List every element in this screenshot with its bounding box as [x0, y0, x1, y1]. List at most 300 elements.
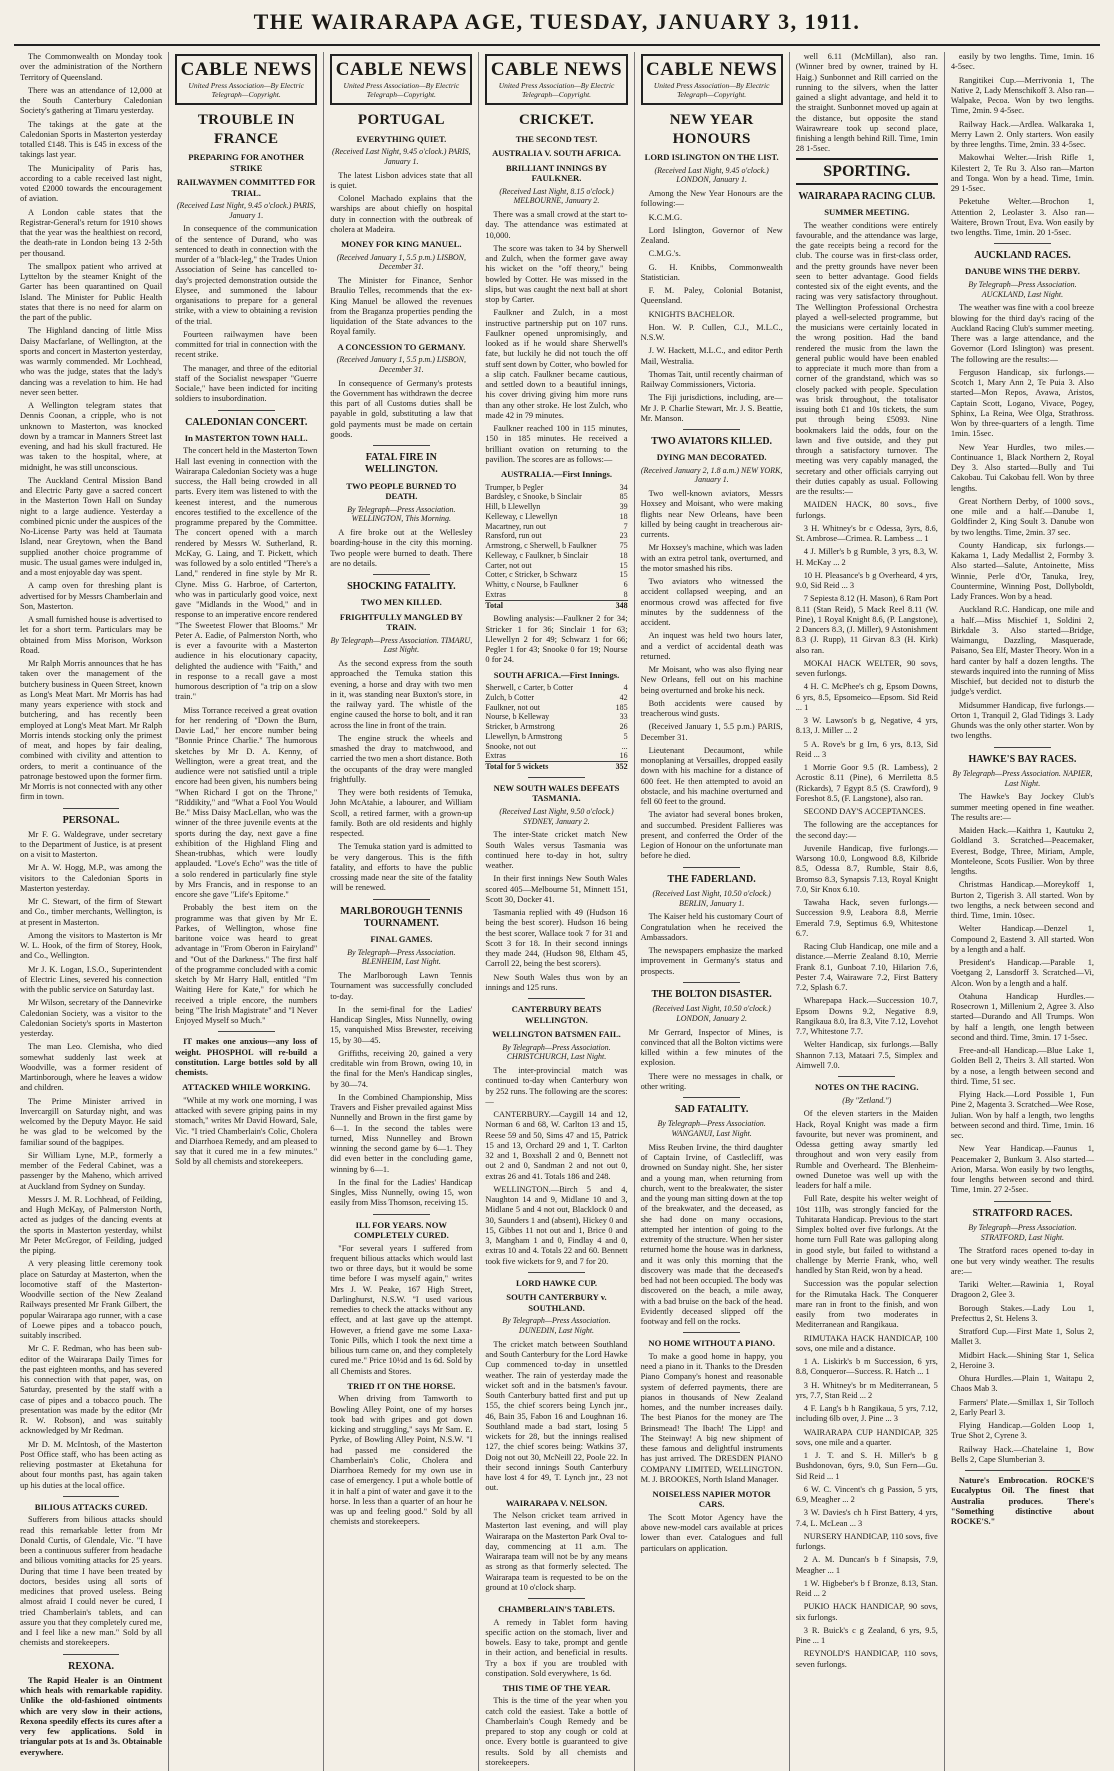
dateline: (Received Last Night, 9.45 o'clock.) PARIS, January 1.: [176, 200, 316, 220]
score-row: Sherwell, c Carter, b Cotter 4: [485, 683, 628, 693]
ad-heading: NOISELESS NAPIER MOTOR CARS.: [652, 1489, 771, 1510]
paragraph: In the Combined Championship, Miss Travers and Fisher prevailed against Miss Nunnelly and Brown in the first game by 6—1. In the second the tables were turned, Miss Nunnelley and Brown winning the second game by 6—1. They did even better in the concluding game, winning by 6—1.: [330, 1092, 473, 1174]
dateline: (Received Last Night, 9.50 o'clock.) SYDNEY, January 2.: [499, 806, 614, 826]
paragraph: A small furnished house is advertised to let for a short term. Particulars may be obtained from Miss Morison, Workson Road.: [20, 615, 163, 655]
cable-news-title: CABLE NEWS: [180, 59, 312, 80]
divider: [528, 777, 585, 778]
intro-paragraphs: [796, 52, 938, 155]
money-subheading: MONEY FOR KING MANUEL.: [341, 239, 462, 250]
stratford-paragraphs: [951, 1246, 1094, 1465]
honours-heading: NEW YEAR HONOURS: [669, 112, 754, 147]
france-paragraphs: [175, 224, 317, 404]
paragraph: Both accidents were caused by treacherous wind gusts.: [640, 698, 783, 719]
portugal-heading: PORTUGAL: [357, 112, 445, 129]
ad-text: "While at my work one morning, I was attacked with severe griping pains in my stomach," writes Mr David Howard, Sale, Vic. "I tried Chamberlain's Colic, Cholera and Diarrhoea Remedy, and am pleased to say that it cured me in a few minutes." Sold by all chemists and storekeepers.: [175, 1095, 318, 1167]
paragraph: 1 Morrie Goor 9.5 (R. Lambess), 2 Acrostic 8.11 (Pine), 6 Merriletta 8.5 (Rickards), 7 Egypt 8.5 (S. Crawford), 9 Foreshot 8.5, (F. Langstone), also ran.: [795, 763, 938, 803]
paragraph: Railway Hack.—Ardlea. Walkaraka 1, Merry Lawn 2. Only starters. Won easily by three lengths. Time, 2min. 33 4-5sec.: [950, 119, 1094, 149]
score-row: Trumper, b Pegler 34: [485, 482, 628, 492]
paragraph: The concert held in the Masterton Town Hall last evening in connection with the Wairarapa Caledonian Society was a huge success, the Hall being crowded in all parts. Every item was listened to with the keenest interest, and the numerous encores testified to the excellence of the programme prepared by the Committee. The concert opened with a march rendered by Messrs W. Sutherland, R. McKay, G. Laing, and T. Pickett, which was followed by a solo entitled "There's a Land," rendered in fine style by Mr R. Clyne. Miss G. Harbroe, of Carterton, who was in particularly good voice, next gave "Midlands in the Wood," and in response to an imperative encore rendered "The Sweetest Flower that Blooms." Mr Peter A. Eadie, of Palmerston North, who is ever a favourite with a Masterton audience in his elocutionary capacity, delighted the audience with "Faith," and in response to a recall gave a most humorous description of "a trip on a slow train.": [175, 446, 318, 702]
club-paragraphs: [796, 221, 938, 498]
paragraph: 5 A. Rove's br g Irn, 6 yrs, 8.13, Sid Reid ... 3: [795, 739, 938, 759]
divider: [994, 747, 1051, 748]
sad-paragraphs: [641, 1143, 783, 1328]
dateline: (Received January 1, 5.5 p.m.) LISBON, December 31.: [336, 355, 466, 374]
paragraph: President's Handicap.—Parable 1, Voetgang 2, Lansdorff 3. Scratched—Vi, Alcon. Won by a length and a half.: [950, 958, 1094, 988]
paragraph: Ferguson Handicap, six furlongs.—Scotch 1, Mary Ann 2, Te Puia 3. Also started—Mon Repos, Avawa, Aristos, Captain Scott, Logano, Vivace, Pogey, Sphinx, La Reina, Wee Olga, Strathross. Won by three-quarters of a length. Time 1min. 15sec.: [950, 367, 1094, 439]
paragraph: The Hawke's Bay Jockey Club's summer meeting opened in fine weather. The results are:—: [950, 792, 1094, 822]
portugal-paragraphs: [330, 171, 472, 236]
dateline: By Telegraph—Press Association. NAPIER, Last Night.: [952, 768, 1093, 788]
quiet-subheading: EVERYTHING QUIET.: [356, 133, 447, 144]
dateline: (Received Last Night, 10.50 o'clock.) LONDON, January 2.: [652, 1004, 771, 1023]
divider: [63, 1496, 120, 1497]
cable-news-credit: United Press Association—By Electric Telegraph—Copyright.: [498, 81, 615, 100]
paragraph: 3 H. Whitney's br m Mediterranean, 5 yrs, 7.7, Stan Reid ... 2: [795, 1380, 938, 1400]
cable-news-box: [330, 54, 472, 105]
paragraph: In their first innings New South Wales scored 405—Melbourne 51, Minnett 151, Scott 30, Docker 41.: [485, 874, 628, 904]
innings-subheading: BRILLIANT INNINGS BY FAULKNER.: [505, 162, 608, 184]
paragraph: Mr C. Stewart, of the firm of Stewart and Co., timber merchants, Wellington, is at present in Masterton.: [20, 897, 163, 927]
notes-heading: NOTES ON THE RACING.: [815, 1082, 919, 1093]
paragraph: The Fiji jurisdictions, including, are—Mr J. P. Charlie Stewart, Mr. J. S. Beattie, Mr. Manson.: [640, 393, 783, 423]
paragraph: Tawaha Hack, seven furlongs.—Succession 9.9, Leabora 8.8, Merrie Emerald 7.9, Septimus 6.9, Whitestone 6.7.: [795, 898, 938, 938]
bolton-paragraphs: [641, 1028, 783, 1093]
ad-text: A remedy in Tablet form having specific action on the stomach, liver and bowels. Easy to take, prompt and gentle in their action, and beneficial in results. Try a box if you are troubled with constipation. Sold everywhere, 1s 6d.: [485, 1617, 628, 1678]
club-heading: WAIRARAPA RACING CLUB.: [798, 191, 936, 203]
column-7: [945, 52, 1100, 1771]
paragraph: As the second express from the south approached the Temuka station this evening, a horse and dray with two men in it, was standing near Buxton's store, in the railway yard. The whistle of the engine caused the horse to bolt, and it ran across the line in front of the train.: [330, 659, 473, 730]
paragraph: Great Northern Derby, of 1000 sovs., one mile and a half.—Danube 1, Goldfinder 2, King Soult 3. Danube won by two lengths. Time, 2min. 37 sec.: [950, 496, 1094, 537]
honours-paragraphs: [641, 189, 783, 424]
paragraph: Midsummer Handicap, five furlongs.—Orton 1, Tranquil 2, Glad Tidings 3. Lady Ghunds was the only other starter. Won by two lengths.: [950, 700, 1094, 741]
paragraph: The Marlborough Lawn Tennis Tournament was successfully concluded to-day.: [330, 971, 473, 1001]
paragraph: Miss Torrance received a great ovation for her rendering of "Down the Burn, Davie Lad," her encore number being "Bonnie Prince Charlie." The humorous sketches by Mr D. A. Kenny, of Wellington, were a great treat, and the audience were not satisfied until a triple encore had been given, his numbers being "When Richard I got on the Throne," "Riddikity," and "What a Fool You Would Be." Miss Daisy MacLellan, who was the winner of the three juvenile events at the sports during the day, next gave a fine exhibition of the Highland Fling and Shean-trubhas, which were loudly applauded. "Love's Echo" was the title of a solo rendered in particularly fine style by Mrs Francis, and in response to an encore she gave "Life's Epitome.": [175, 705, 318, 900]
bowling-paragraphs: [485, 614, 627, 665]
paragraph: (Received January 1, 5.5 p.m.) PARIS, December 31.: [640, 722, 783, 742]
hawkes-paragraphs: [951, 792, 1094, 1195]
money-paragraphs: [330, 276, 472, 338]
intro-paragraphs: [951, 52, 1094, 238]
paragraph: Hon. W. P. Cullen, C.J., M.L.C., N.S.W.: [640, 322, 783, 343]
fire-heading: FATAL FIRE IN WELLINGTON.: [364, 452, 438, 476]
score-row: Bardsley, c Snooke, b Sinclair 85: [485, 492, 628, 502]
paragraph: Mr A. W. Hogg, M.P., was among the visitors to the Caledonian Sports in Masterton yesterday.: [20, 863, 163, 893]
paragraph: The Municipality of Paris has, according to a cable received last night, voted £2000 towards the encouragement of aviation.: [20, 163, 163, 204]
fire-subheading: TWO PEOPLE BURNED TO DEATH.: [346, 480, 457, 502]
paragraph: In consequence of the communication of the sentence of Durand, who was sentenced to death in connection with the murder of a "black-leg," the Trades Union Association of Seine has cancelled to-day's projected demonstration outside the Elysee, and summoned the labour organisations to prepare for a general strike, with a view to obtaining a revision of the trial.: [175, 224, 318, 326]
paragraph: Stratford Cup.—First Mate 1, Solus 2, Mallet 3.: [950, 1327, 1094, 1347]
divider: [63, 1654, 120, 1655]
paragraph: The latest Lisbon advices state that all is quiet.: [330, 170, 473, 190]
paragraph: CANTERBURY.—Caygill 14 and 12, Norman 6 and 68, W. Carlton 13 and 15, Reese 59 and 50, Sims 47 and 15, Patrick 15 and 13, Orchard 29 and 1, T. Carlton 32 and 1, Boxshall 2 and 0, Bennett not out 2 and 0, Sandman 2 and not out 0, extras 26 and 41. Totals 186 and 248.: [485, 1110, 628, 1181]
paragraph: There were no messages in chalk, or other writing.: [640, 1071, 783, 1091]
dateline: By Telegraph—Press Association. BLENHEIM, Last Night.: [347, 947, 456, 967]
paragraph: Farmers' Plate.—Smillax 1, Sir Tolloch 2, Early Pearl 3.: [950, 1397, 1094, 1417]
nsw-subheading: NEW SOUTH WALES DEFEATS TASMANIA.: [493, 782, 620, 804]
meeting-subheading: SUMMER MEETING.: [824, 207, 910, 218]
paragraph: Lieutenant Decaumont, while monoplaning at Versailles, dropped easily down with his machine for a distance of 600 feet. He then attempted to avoid an obstacle, and his machine overturned and fell 60 feet to the ground.: [640, 745, 783, 807]
ad-heading: TRIED IT ON THE HORSE.: [347, 1380, 456, 1391]
rockes-ad: Nature's Embrocation. ROCKE'S Eucalyptus Oil. The finest that Australia produces. There's "Something distinctive about ROCKE'S.": [950, 1476, 1094, 1527]
cable-news-credit: United Press Association—By Electric Telegraph—Copyright.: [343, 81, 460, 100]
score-row: Nourse, b Kelleway 33: [485, 712, 628, 722]
paragraph: The Commonwealth on Monday took over the administration of the Northern Territory of Queensland.: [20, 52, 163, 82]
paragraph: 7 Sepiesta 8.12 (H. Mason), 6 Ram Port 8.11 (Stan Reid), 5 Mack Reel 8.11 (W. Pine), 1 Royal Knight 8.6, (P. Langstone), 2 Dancers 8.3, (J. Miller), 9 Astonishment 8.3 (J. Rupp), 11 Girvan 8.3 (H. Kirk) also ran.: [795, 594, 938, 655]
paragraph: The Auckland Central Mission Band and Electric Party gave a sacred concert in the Masterton Town Hall on Sunday night to a large audience. Yesterday a combined picnic under the auspices of the No-License Party was held at Taumata Island, near Greytown, when the Band supplied another choice programme of music. The usual games were indulged in, and a most enjoyable day was spent.: [20, 475, 163, 577]
paragraph: Faulkner and Zulch, in a most instructive partnership put on 107 runs. Faulkner opened unpromisingly, and looked as if he would share Sherwell's fate, but luckily he did not touch the off stuff sent down by Cotter, who bowled for a slip catch. Faulkner became cautious, and settled down to a beautiful innings, his cover driving giving him more runs than any other stroke. He lost Zulch, who made 42 in 79 minutes.: [485, 308, 628, 420]
aviators-heading: TWO AVIATORS KILLED.: [651, 436, 773, 448]
divider: [683, 429, 740, 430]
paragraph: Thomas Tait, until recently chairman of Railway Commissioners, Victoria.: [640, 369, 783, 390]
ad-text: The Scott Motor Agency have the above new-model cars available at prices lower than ever. Catalogues and full particulars on application.: [640, 1512, 783, 1553]
divider: [63, 808, 120, 809]
cable-news-title: CABLE NEWS: [646, 59, 778, 80]
cable-news-title: CABLE NEWS: [335, 59, 467, 80]
concession-subheading: A CONCESSION TO GERMANY.: [337, 341, 466, 352]
stratford-heading: STRATFORD RACES.: [972, 1207, 1073, 1219]
paragraph: Mr J. K. Logan, I.S.O., Superintendent of Electric Lines, severed his connection with the public service on Saturday last.: [20, 964, 163, 995]
test-subheading: THE SECOND TEST.: [515, 133, 598, 144]
paragraph: The inter-provincial match was continued to-day when Canterbury won by 252 runs. The following are the scores:—: [485, 1066, 628, 1106]
paragraph: 4 H. C. McPhee's ch g, Epsom Downs, 6 yrs, 8.5, Epsomeico—Epsom. Sid Reid ... 1: [795, 682, 938, 712]
scorecard-australia: [485, 483, 627, 611]
fatality-paragraphs: [330, 659, 472, 894]
paragraph: Bowling analysis:—Faulkner 2 for 34; Stricker 1 for 36; Sinclair 1 for 63; Llewellyn 2 for 49; Schwarz 1 for 66; Pegler 1 for 43; Snooke 0 for 19; Nourse 0 for 24.: [485, 614, 628, 665]
dateline: (Received Last Night, 9.45 o'clock.) PARIS, January 1.: [332, 147, 471, 166]
paragraph: 1 W. Higbeber's b f Bronze, 8.13, Stan. Reid ... 2: [795, 1578, 938, 1599]
tennis-heading: MARLBOROUGH TENNIS TOURNAMENT.: [340, 905, 463, 929]
fatality-subheading: TWO MEN KILLED.: [360, 597, 442, 608]
tennis-paragraphs: [330, 971, 472, 1209]
nelson-paragraphs: [485, 1511, 627, 1593]
divider: [528, 1272, 585, 1273]
concession-paragraphs: [330, 379, 472, 441]
paragraph: 4 J. Miller's b g Rumble, 3 yrs, 8.3, W. H. McKay ... 2: [795, 547, 938, 567]
paragraph: WELLINGTON.—Birch 5 and 4, Naughton 14 and 9, Midlane 10 and 3, Midlane 5 and 4 not out, Blacklock 0 and 30, Saunders 1 and (absent), Hickey 0 and 15, Gibbes 11 not out and 1, Brice 0 and 3, Mangham 1 and 0, Findlay 4 and 0, extras 10 and 4. Totals 22 and 60. Bennett took five wickets for 9, and 7 for 20.: [485, 1184, 628, 1266]
dateline: By Telegraph—Press Association. DUNEDIN, Last Night.: [502, 1316, 611, 1336]
dateline: (Received January 2, 1.8 a.m.) NEW YORK, January 1.: [640, 465, 783, 485]
paragraph: The Nelson cricket team arrived in Masterton last evening, and will play Wairarapa on the Masterton Park Oval to-day, commencing at 11 a.m. The Wairarapa team will not be by any means as strong as that formerly selected. The Wairarapa team is requested to be on the ground at 10 o'clock sharp.: [485, 1511, 628, 1592]
fatality-heading: SHOCKING FATALITY.: [347, 581, 456, 593]
column-5: [635, 52, 790, 1771]
paragraph: Welter Handicap, six furlongs.—Bally Shannon 7.13, Mataari 7.5, Simplex and Aimwell 7.0.: [795, 1040, 938, 1070]
ad-text: This is the time of the year when you catch cold the easiest. Take a bottle of Chamberlain's Cough Remedy and be prepared to stop any cough or cold at once. Every bottle is guaranteed to give results. Sold by all chemists and storekeepers.: [485, 1696, 628, 1767]
paragraph: Messrs J. M. R. Lochhead, of Feilding, and Hugh McKay, of Palmerston North, acted as judges of the dancing events at the sports in Masterton yesterday, whilst Mr Peter McGregor, of Feilding, judged the piping.: [20, 1194, 163, 1256]
paragraph: New Year Hurdles, two miles.—Continuance 1, Black Northern 2, Royal Dey 3. Also started—Bully and Tui Cakobau. Tui Cakobau fell. Won by three lengths.: [950, 442, 1094, 493]
concert-heading: CALEDONIAN CONCERT.: [185, 416, 308, 428]
canterbury-paragraphs: [485, 1066, 627, 1267]
divider: [994, 243, 1051, 244]
ad-text: To make a good home in happy, you need a piano in it. Thanks to the Dresden Piano Company's honest and reasonable system of deferred payments, there are pianos in thousands of New Zealand homes, and the number increases daily. The best Pianos for the money are The Brinsmead! The Ibach! The Lipp! and The Steinway! A big new shipment of these famous and delightful instruments has just arrived. The DRESDEN PIANO COMPANY LIMITED, WELLINGTON. M. J. BROOKES, North Island Manager.: [640, 1351, 783, 1484]
dateline: (Received Last Night, 8.15 o'clock.) MELBOURNE, January 2.: [499, 186, 614, 206]
fatality-subheading-2: FRIGHTFULLY MANGLED BY TRAIN.: [339, 611, 463, 633]
paragraph: Racing Club Handicap, one mile and a distance.—Merrie Zealand 8.10, Merrie Frank 8.1, Gunboat 7.10, Hilarion 7.6, Pester 7.4, Wairaware 7.2, First Battery 7.2, Splash 6.7.: [795, 942, 938, 993]
paragraph: Fourteen railwaymen have been committed for trial in connection with the recent strike.: [175, 329, 318, 360]
paragraph: In consequence of Germany's protests the Government has withdrawn the decree this part of all Customs duties shall be payable in gold, substituting a law that gold payments must be made on certain goods.: [330, 378, 473, 439]
race-results-2: [796, 1334, 938, 1670]
paragraph: A Wellington telegram states that Dennis Coonan, a cripple, who is not unknown to Masterton, was knocked down by a tramcar in Manners Street last evening, and had his skull fractured. He was taken to the hospital, where, at midnight, he was still unconscious.: [20, 401, 163, 472]
paragraph: F. M. Paley, Colonial Botanist, Queensland.: [640, 286, 783, 306]
paragraph: 2 A. M. Duncan's b f Sinapsis, 7.9, Meagher ... 1: [795, 1555, 938, 1575]
divider: [965, 1470, 1080, 1471]
paragraph: C.M.G.'s.: [648, 249, 681, 259]
paragraph: 1 A. Liskirk's b m Succession, 6 yrs, 8.8, Conqueror—Success. R. Hatch ... 1: [795, 1357, 938, 1377]
sc-subheading: SOUTH CANTERBURY v. SOUTHLAND.: [506, 1292, 607, 1313]
paragraph: RIMUTAKA HACK HANDICAP, 100 sovs, one mile and a distance.: [795, 1333, 938, 1353]
paragraph: Mr Hoxsey's machine, which was laden with an extra petrol tank, overturned, and the motor smashed his ribs.: [640, 543, 783, 573]
paragraph: Mr Wilson, secretary of the Dannevirke Caledonian Society, was a visitor to the Caledonian Society's sports in Masterton yesterday.: [20, 998, 163, 1039]
sad-heading: SAD FATALITY.: [674, 1104, 749, 1116]
paragraph: Mr Moisant, who was also flying near New Orleans, fell out on his machine being overturned and broke his neck.: [640, 665, 783, 695]
divider: [373, 1214, 430, 1215]
paragraph: The Minister for Finance, Senhor Braulio Telles, recommends that the ex-King Manuel be allowed the revenues from the Braganza properties pending the liquidation of the State advances to the Royal family.: [330, 276, 473, 337]
danube-subheading: DANUBE WINS THE DERBY.: [964, 266, 1080, 277]
paragraph: The weather was fine with a cool breeze blowing for the third day's racing of the Auckland Racing Club's summer meeting. There was a large attendance, and the Governor (Lord Islington) was present. The following are the results:—: [950, 303, 1094, 364]
paragraph: 3 W. Lawson's b g, Negative, 4 yrs, 8.13, J. Miller ... 2: [795, 716, 938, 736]
paragraph: 1 J. T. and S. H. Miller's b g Bushdonovan, 6yrs, 9.0, Sun Fern—Gu. Sid Reid ... 1: [795, 1451, 938, 1481]
paragraph: 3 H. Whitney's br c Odessa, 3yrs, 8.6, St. Ambrose—Crimea. R. Lambess ... 1: [795, 523, 938, 544]
paragraph: Sir William Lyne, M.P., formerly a member of the Federal Cabinet, was a passenger by the Maheno, which arrived at Auckland from Sydney on Sunday.: [20, 1150, 163, 1191]
notes-byline: (By "Zetland."): [842, 1095, 892, 1105]
paragraph: G. H. Knibbs, Commonwealth Statistician.: [640, 262, 783, 282]
paragraph: The takings at the gate at the Caledonian Sports in Masterton yesterday totalled £148. This is £45 in excess of the takings last year.: [20, 119, 163, 160]
masthead: THE WAIRARAPA AGE, TUESDAY, JANUARY 3, 1911.: [14, 0, 1100, 46]
dateline: By Telegraph—Press Association. TIMARU, Last Night.: [330, 635, 473, 655]
bolton-heading: THE BOLTON DISASTER.: [651, 988, 772, 1000]
cable-news-title: CABLE NEWS: [490, 59, 623, 80]
ad-heading: ILL FOR YEARS. NOW COMPLETELY CURED.: [353, 1219, 449, 1241]
hawke-paragraphs: [485, 1340, 627, 1494]
divider: [683, 867, 740, 868]
paragraph: There was an attendance of 12,000 at the South Canterbury Caledonian Society's gathering at Timaru yesterday.: [20, 85, 163, 116]
score-row: Carter, not out 15: [485, 560, 628, 570]
paragraph: Makowhai Welter.—Irish Rifle 1, Kilestert 2, Te Ru 3. Also ran—Marton and Tonga. Won by a head. Time, 1min. 29 1-5sec.: [950, 153, 1094, 193]
score-row: Whitty, c Nourse, b Faulkner 6: [485, 580, 628, 590]
cable-news-credit: United Press Association—By Electric Telegraph—Copyright.: [188, 81, 305, 100]
paragraph: An inquest was held two hours later, and a verdict of accidental death was returned.: [640, 631, 783, 661]
faderland-paragraphs: [641, 912, 783, 977]
dateline: (Received Last Night, 9.45 o'clock.) LONDON, January 1.: [654, 165, 769, 185]
ad-heading: THIS TIME OF THE YEAR.: [502, 1683, 611, 1693]
paragraph: The Temuka station yard is admitted to be very dangerous. This is the fifth fatality, and efforts to have the public crossing made near the site of the fatality will be renewed.: [330, 842, 473, 893]
auckland-paragraphs: [951, 303, 1094, 741]
score-row: Faulkner, not out 185: [485, 702, 628, 712]
personal-heading: PERSONAL.: [62, 814, 120, 826]
paragraph: Rangitikei Cup.—Merrivonia 1, The Native 2, Lady Menschikoff 3. Also ran—Walpake, Pecoa. Won by two lengths. Time, 2min. 9 4-5sec.: [950, 75, 1094, 116]
paragraph: Otahuna Handicap Hurdles.—Rosecrown 1, Millenium 2, Agree 3. Also started—Durando and All Trumps. Won by half a length, one length between second and third. Time, 3min. 17 1-5sec.: [950, 991, 1094, 1042]
paragraph: 3 R. Buick's c g Zealand, 6 yrs, 9.5, Pine ... 1: [795, 1625, 938, 1646]
sporting-heading: SPORTING.: [796, 158, 938, 186]
dateline: (Received January 1, 5.5 p.m.) LISBON, December 31.: [336, 252, 466, 272]
paragraph: The following are the acceptances for the second day:—: [795, 820, 938, 840]
score-row: Extras 16: [485, 751, 628, 761]
paragraph: Flying Handicap.—Golden Loop 1, True Shot 2, Cyrene 3.: [950, 1421, 1094, 1441]
score-total-row: Total for 5 wickets 352: [485, 762, 628, 772]
cable-news-credit: United Press Association—By Electric Telegraph—Copyright.: [653, 81, 770, 100]
paragraph: MAIDEN HACK, 80 sovs., five furlongs.: [795, 500, 938, 520]
paragraph: Mr Gerrard, Inspector of Mines, is convinced that all the Bolton victims were killed within a few minutes of the explosion.: [640, 1027, 783, 1068]
column-4: [479, 52, 634, 1771]
paragraph: Mr D. M. McIntosh, of the Masterton Post Office staff, who has been acting as relieving postmaster at Eketahuna for about four months past, has again taken up his duties at the local office.: [20, 1439, 163, 1490]
cable-news-box: [175, 54, 317, 105]
score-row: Armstrong, c Sherwell, b Faulkner 75: [485, 541, 628, 551]
paragraph: Juvenile Handicap, five furlongs.—Warsong 10.0, Longwood 8.8, Kilbride 8.5, Odessa 8.7, Rumble, Stair 8.6, Bromso 8.3, Synapsis 7.13, Royal Knight 7.0, Sir Knox 6.10.: [795, 843, 938, 894]
faderland-heading: THE FADERLAND.: [667, 873, 756, 885]
divider: [683, 982, 740, 983]
cricket-paragraphs: [485, 210, 627, 465]
canterbury-subheading: CANTERBURY BEATS WELLINGTON.: [511, 1004, 602, 1025]
score-row: Stricker, b Armstrong 26: [485, 722, 628, 732]
divider: [683, 1097, 740, 1098]
paragraph: K.C.M.G.: [648, 212, 683, 222]
personal-paragraphs: [20, 830, 162, 1491]
paragraph: Welter Handicap.—Denzel 1, Compound 2, Eastend 3. All started. Won by a length and a half.: [950, 924, 1094, 954]
ad-heading: ATTACKED WHILE WORKING.: [182, 1082, 311, 1093]
paragraph: SECOND DAY'S ACCEPTANCES.: [803, 807, 926, 817]
paragraph: The inter-State cricket match New South Wales versus Tasmania was continued here to-day in hot, sultry weather.: [485, 830, 628, 871]
ad-text: "For several years I suffered from frequent bilious attacks which would last two or three days, but it would be some time before I was myself again," writes Mrs J. W. Peake, 167 High Street, Darlinghurst, N.S.W. "I used various remedies to check the attacks without any effect, and at last gave up the attempt. However, a friend gave me some Laxa-Tonic Pills, which I took the next time a bilious turn came on, and they completely cured me." Price 10½d and 1s 6d. Sold by all Chemists and Stores.: [330, 1243, 473, 1376]
paragraph: Mr F. G. Waldegrave, under secretary to the Department of Justice, is at present on a visit to Masterton.: [20, 829, 163, 860]
paragraph: A camp oven for threshing plant is advertised for by Messrs Chamberlain and Son, Masterton.: [20, 581, 163, 611]
paragraph: The Kaiser held his customary Court of Congratulation when he received the Ambassadors.: [640, 912, 783, 942]
paragraph: KNIGHTS BACHELOR.: [648, 309, 735, 319]
paragraph: Christmas Handicap.—Moreykoff 1, Burton 2, Tigerish 3. All started. Won by two lengths, a neck between second and third. Time, 1min. 10sec.: [950, 880, 1094, 921]
tennis-subheading: FINAL GAMES.: [370, 934, 433, 945]
paragraph: MOKAI HACK WELTER, 90 sovs, seven furlongs.: [795, 658, 938, 679]
paragraph: 10 H. Pleasance's b g Overheard, 4 yrs, 9.0, Sid Reid ... 3: [795, 570, 938, 591]
paragraph: The man Leo. Clemisha, who died somewhat suddenly last week at Woodville, was a former resident of Martinborough, where he leaves a widow and children.: [20, 1042, 163, 1093]
scorecard-title: AUSTRALIA.—First Innings.: [500, 469, 612, 480]
paragraph: easily by two lengths. Time, 1min. 16 4-5sec.: [950, 52, 1094, 72]
paragraph: 6 W. C. Vincent's ch g Passion, 5 yrs, 6.9, Meagher ... 2: [795, 1484, 938, 1505]
paragraph: Faulkner reached 100 in 115 minutes, 150 in 185 minutes. He received a brilliant ovation on returning to the pavilion. The scores are as follows:—: [485, 424, 628, 464]
score-row: Kelleway, c Faulkner, b Sinclair 18: [485, 550, 628, 560]
score-row: Llewellyn, b Armstrong 5: [485, 731, 628, 741]
auckland-heading: AUCKLAND RACES.: [974, 250, 1071, 262]
score-row: Cotter, c Stricker, b Schwarz 15: [485, 570, 628, 580]
islington-subheading: LORD ISLINGTON ON THE LIST.: [644, 152, 779, 163]
paragraph: The Stratford races opened to-day in one but very windy weather. The results are:—: [950, 1246, 1094, 1276]
ad-heading: NO HOME WITHOUT A PIANO.: [648, 1338, 775, 1349]
paragraph: The aviator had several bones broken, and succumbed. President Fallieres was present, and conferred the Order of the Legion of Honour on the unfortunate man before he died.: [640, 810, 783, 861]
paragraph: County Handicap, six furlongs.—Kakama 1, Lady Medallist 2, Formby 3. Also started—Salute, Antoinette, Miss Winnie, Perle d'Or, Tanuka, Irey, Countermine, Winning Post, Dollyboldt, Lady Frances. Won by a head.: [950, 540, 1094, 602]
dateline: By Telegraph—Press Association. CHRISTCHURCH, Last Night.: [502, 1042, 611, 1062]
column-6: [790, 52, 945, 1771]
paragraph: The smallpox patient who arrived at Lyttelton by the steamer Knight of the Garter has been quarantined on Quail Island. The Minister for Public Health states that there is no need for alarm on the part of the public.: [20, 261, 163, 322]
paragraph: Maiden Hack.—Kaithra 1, Kautuku 2, Goldland 3. Scratched—Peacemaker, Everest, Bodge, Three, Miriam, Ample, Monteleone, Scots Fusilier. Won by three lengths.: [950, 826, 1094, 877]
divider: [838, 1076, 895, 1077]
rexona-text: The Rapid Healer is an Ointment which heals with remarkable rapidity. Unlike the old-fashioned ointments which are very slow in their actions, Rexona speedily effects its cures after a very few applications. Sold in triangular pots at 1s and 3s. Obtainable everywhere.: [20, 1675, 163, 1757]
strike-subheading: PREPARING FOR ANOTHER STRIKE: [188, 152, 305, 173]
rexona-heading: REXONA.: [68, 1660, 114, 1672]
paragraph: Tariki Welter.—Rawinia 1, Royal Dragoon 2, Glee 3.: [950, 1280, 1094, 1300]
divider: [373, 574, 430, 575]
paragraph: Probably the best item on the programme was that given by Mr E. Parkes, of Wellington, whose fine baritone voice was heard to great advantage in "From Oberon in Fairyland" and "Out of the Darkness." The first half of the programme concluded with a comic sketch by Mr Harry Hall, entitled "I'm Waiting Here for Kate," for which he received a triple encore, the numbers being "The Irish Magistrate" and "I Never Enjoyed Myself so Much.": [175, 903, 318, 1026]
divider: [994, 1201, 1051, 1202]
paragraph: New Year Handicap.—Faunus 1, Peacemaker 2, Bunkum 3. Also started—Arion, Marsa. Won easily by two lengths, four lengths between second and third. Time, 1min. 27 2-5sec.: [950, 1144, 1094, 1195]
dateline: By Telegraph—Press Association. WANGANUI, Last Night.: [657, 1119, 766, 1139]
concert-paragraphs: [175, 446, 317, 1026]
paragraph: The score was taken to 34 by Sherwell and Zulch, when the former gave away his wicket on the "off theory," being bowled by Cotter. He was missed in the slips, but was caught the next ball at short stop by Carter.: [485, 243, 628, 305]
paragraph: In the semi-final for the Ladies' Handicap Singles, Miss Nunnelly, owing 15, vanquished Miss Brewster, receiving 15, by 30—45.: [330, 1004, 473, 1045]
score-row: Extras 8: [485, 589, 628, 599]
rail-subheading: RAILWAYMEN COMMITTED FOR TRIAL.: [177, 177, 316, 198]
nelson-subheading: WAIRARAPA V. NELSON.: [505, 1497, 608, 1508]
cable-news-box: [641, 54, 783, 105]
divider: [373, 899, 430, 900]
paragraph: Miss Reuben Irvine, the third daughter of Captain Irvine, of Castlecliff, was drowned on Sunday night. She, her sister and a young man, when returning from church, went to the breakwater, the sister and the young man sitting down at the top of the breakwater, and the deceased, as she had done on many occasions, attempted her intention of going to the extremity of the structure. When her sister returned home the house was in darkness, and it was only this morning that the discovery was made that the deceased's bed had not been occupied. The body was discovered on the beach, a mile away, with a bad bruise on the back of the head. Evidently deceased slipped off the footway and fell on the rocks.: [640, 1142, 783, 1327]
paragraph: Wharepapa Hack.—Succession 10.7, Epsom Downs 9.2, Negative 8.9, Rangikaua 8.0, Ira 8.3, Vite 7.12, Lovehot 7.7, Whitestone 7.7.: [795, 996, 938, 1037]
aviators-paragraphs: [641, 489, 783, 862]
ad-text: When driving from Tamworth to Bowling Alley Point, one of my horses took bad with gripes and got down kicking and struggling," says Mr Sam. E. Pyrke, of Bowling Alley Point, N.S.W. "I had passed me considered the Chamberlain's Colic, Cholera and Diarrhoea Remedy for my own use in case of emergency. I put a whole bottle of it in half a pint of water and gave it to the horse. In less than a quarter of an hour he was up and feeling good." Sold by all chemists and storekeepers.: [330, 1394, 473, 1527]
paragraph: Midbirt Hack.—Shining Star 1, Selica 2, Heroine 3.: [950, 1350, 1094, 1370]
paragraph: Full Rate, despite his welter weight of 10st 11lb, was strongly fancied for the Tuhitarata Handicap. Previous to the start Simplex bolted over five furlongs. At the home turn Full Rate was galloping along in good style, but failed to withstand a challenge by Merrie Frank, who, well handled by Stan Reid, won by a head.: [795, 1194, 938, 1276]
paragraph: The manager, and three of the editorial staff of the Socialist newspaper "Guerre Sociale," have been indicted for inciting soldiers to insubordination.: [175, 363, 318, 404]
paragraph: A very pleasing little ceremony took place on Saturday at Masterton, when the locomotive staff of the Masterton-Woodville section of the New Zealand Railways presented Mr Frank Gilbert, the popular Wairarapa ago runner, with a case of Loewe pipes and a tobacco pouch, suitably inscribed.: [20, 1259, 163, 1341]
fail-subheading: WELLINGTON BATSMEN FAIL.: [492, 1029, 621, 1040]
paragraph: The weather conditions were entirely favourable, and the attendance was large, the gate receipts being a record for the club. The course was in first-class order, and the pretty grounds have never been seen to better advantage. Good fields contested six of the eight events, and the racing was very satisfactory throughout. The Wellington Professional Orchestra played a well-selected programme, but the musicians were certainly located in the wrong position. Had the band rendered the music from the lawn the general public would have been enabled to appreciate it much more than from a corner of the grandstand, which was so closely packed with people. Speculation was brisk throughout, the totalisator issuing both £1 and 10s tickets, the sum put through being £5093. Nine bookmakers laid the odds, four on the lawn and five outside, and they put through a satisfactory turnover. The meeting was very capably managed, the secretary and other officials carrying out their duties capably as usual. Following are the results:—: [795, 220, 938, 497]
paragraph: In the final for the Ladies' Handicap Singles, Miss Nunnelly, owing 15, won easily from Miss Thomson, receiving 15.: [330, 1177, 473, 1208]
paragraph: The Prime Minister arrived in Invercargill on Saturday night, and was welcomed by the Deputy Mayor. He said he was glad to be welcomed by the familiar sound of the bagpipes.: [20, 1096, 163, 1147]
dying-subheading: DYING MAN DECORATED.: [656, 452, 767, 463]
paragraph: The newspapers emphasize the marked improvement in Germany's status and prospects.: [640, 946, 783, 976]
paragraph: Borough Stakes.—Lady Lou 1, Prefecttus 2, St. Helens 3.: [950, 1303, 1094, 1323]
paragraph: They were both residents of Temuka, John McAtahie, a labourer, and William Scoll, a retired farmer, with a grown-up family. Both are old residents and highly respected.: [330, 788, 473, 839]
dateline: By Telegraph—Press Association. AUCKLAND, Last Night.: [968, 279, 1077, 299]
score-row: Snooke, not out ...: [485, 741, 628, 751]
paragraph: Flying Hack.—Lord Possible 1, Fun Pine 2, Magenta 3. Scratched—Wee Rose, Julian. Won by half a length, two lengths between second and third. Time, 1min. 16 sec.: [950, 1090, 1094, 1141]
score-row: Kelleway, c Llewellyn 18: [485, 511, 628, 521]
paragraph: Colonel Machado explains that the warships are about chiefly on hospital duty in connection with the outbreak of cholera at Madeira.: [330, 194, 473, 234]
paragraph: Ohura Hurdles.—Plain 1, Waitapu 2, Chaos Mab 3.: [950, 1374, 1094, 1394]
score-total-row: Total 348: [485, 600, 628, 610]
paragraph: Succession was the popular selection for the Rimutaka Hack. The Conquerer mare ran in front to the finish, and won easily from two moderates in Mediterranean and Rangikaua.: [795, 1279, 938, 1330]
dateline: (Received Last Night, 10.50 o'clock.) BERLIN, January 1.: [652, 888, 771, 908]
paragraph: Free-and-all Handicap.—Blue Lake 1, Golden Bell 2, Theirs 3. All started. Won by a nose, a length between second and third. Time, 51 sec.: [950, 1046, 1094, 1086]
nsw-paragraphs: [485, 830, 627, 993]
scorecard-title: SOUTH AFRICA.—First Innings.: [493, 669, 620, 680]
dateline: By Telegraph—Press Association. WELLINGTON, This Morning.: [347, 504, 456, 524]
score-row: Hill, b Llewellyn 39: [485, 502, 628, 512]
paragraph: Peketuhe Welter.—Brochon 1, Attention 2, Leolaster 3. Also ran—Waitere, Brown Trout, Eva. Won easily by two lengths. Time, 1min. 20 1-5sec.: [950, 197, 1094, 237]
match-subheading: AUSTRALIA V. SOUTH AFRICA.: [492, 148, 621, 159]
scorecard-south-africa: [485, 683, 627, 772]
hawkes-heading: HAWKE'S BAY RACES.: [968, 753, 1077, 765]
paragraph: Of the eleven starters in the Maiden Hack, Royal Knight was made a firm favourite, but never was prominent, and Odessa getting away smartly led throughout and won very easily from Rumble and Overheard. The Blenheim-owned Dunetoe was well up with the leaders for half a mile.: [795, 1109, 938, 1191]
paragraph: The Highland dancing of little Miss Daisy Macfarlane, of Wellington, at the sports and concert in Masterton yesterday, was warmly commended. Mr Lochhead, who was the judge, states that the lady's dancing was a revelation to him. He had never seen better.: [20, 326, 163, 397]
ad-text: Sufferers from bilious attacks should read this remarkable letter from Mr Donald Curtis, of Glendale, Vic. "I have been a continuous sufferer from headache and bilious vomiting attacks for 25 years. During that time I have been treated by doctors, besides using all sorts of medicines that proved useless. Being almost afraid I could never be cured, I tried Chamberlain's tablets, and can assure you that they completely cured me, and I feel like a new man." Sold by all chemists and storekeepers.: [20, 1515, 163, 1648]
paragraph: Among the New Year Honours are the following:—: [640, 189, 783, 209]
paragraph: REYNOLD'S HANDICAP, 110 sovs, seven furlongs.: [795, 1649, 938, 1669]
divider: [218, 1031, 275, 1032]
paragraph: WAIRARAPA CUP HANDICAP, 325 sovs, one mile and a quarter.: [795, 1427, 938, 1447]
cable-news-box: [485, 54, 627, 105]
score-row: Zulch, b Cotter 42: [485, 692, 628, 702]
race-results: [796, 500, 938, 1071]
notes-paragraphs: [796, 1109, 938, 1330]
france-heading: TROUBLE IN FRANCE: [197, 112, 295, 147]
paragraph: Two aviators who witnessed the accident collapsed weeping, and an enormous crowd was affected for five minutes by the suddenness of the accident.: [640, 577, 783, 628]
column-1: [14, 52, 169, 1771]
paragraph: Auckland R.C. Handicap, one mile and a half.—Miss Mischief 1, Soldini 2, Birkdale 3. Also started—Bridge, Waimangu, Dazzling, Masquerade, Paisano, Sea Elf, Master Theory. Won in a hard canter by half a dozen lengths. The stewards inquired into the running of Miss Mischief, but decided not to disturb the judge's verdict.: [950, 605, 1094, 697]
paragraph: The engine struck the wheels and smashed the dray to matchwood, and carried the two men a short distance. Both the occupants of the dray were mangled frightfully.: [330, 733, 473, 784]
cricket-heading: CRICKET.: [518, 112, 595, 129]
ad-heading: CHAMBERLAIN'S TABLETS.: [498, 1604, 615, 1615]
paragraph: Railway Hack.—Chatelaine 1, Bow Bells 2, Cape Slumberian 3.: [950, 1444, 1094, 1464]
paragraph: Griffiths, receiving 20, gained a very creditable win from Brown, owing 10, in the final for the Men's Handicap singles, by 30—74.: [330, 1048, 473, 1089]
paragraph: Lord Islington, Governor of New Zealand.: [640, 225, 783, 246]
paragraph: Mr Ralph Morris announces that he has taken over the management of the butchery business in Queen Street, known as Long's Meat Mart. Mr Morris has had many years experience with stock and butchering, and has recently been employed at Long's Meat Mart. Mr Ralph Morris intends stocking only the primest of meat, and hopes by fair dealing, combined with civility and attention to orders, to merit a continuance of the patronage bestowed upon the former firm. Mr Morris is not connected with any other firm in town.: [20, 659, 163, 802]
